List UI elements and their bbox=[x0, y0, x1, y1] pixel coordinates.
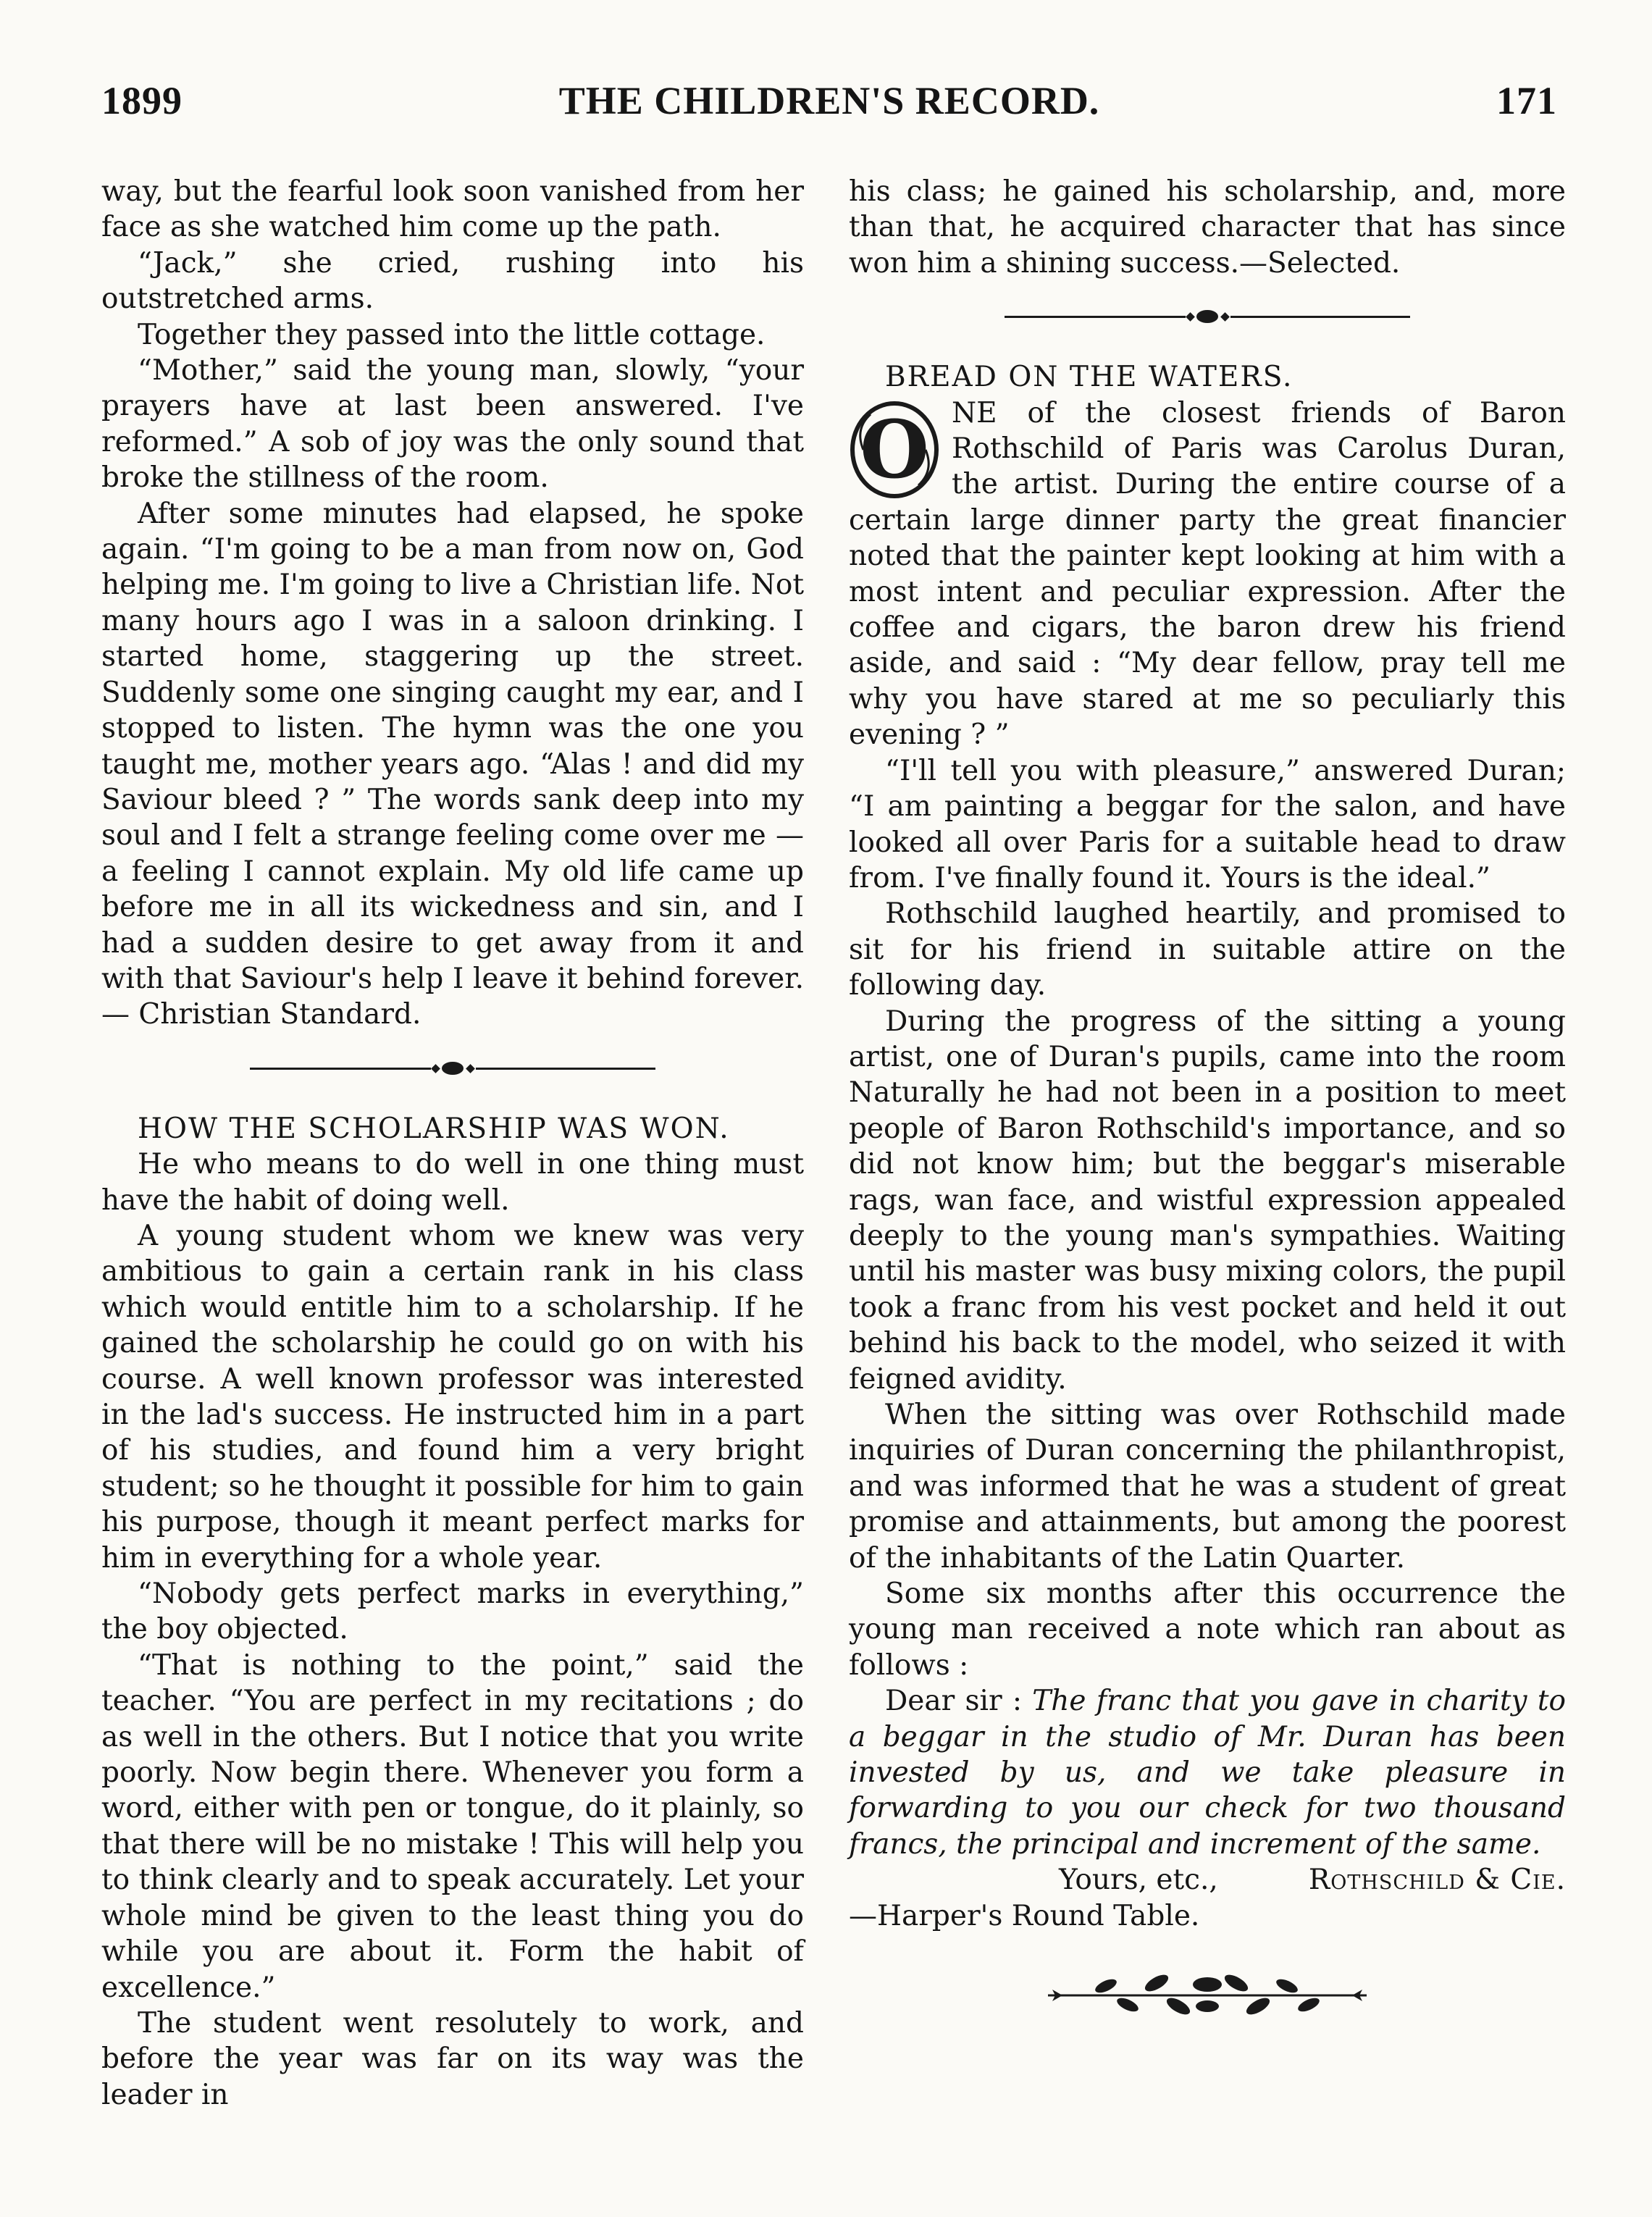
article-paragraph: Rothschild laughed heartily, and promised to sit for his friend in suitable attire on the following day. bbox=[849, 897, 1566, 1002]
letter-signature: Rothschild & Cie. bbox=[1308, 1864, 1566, 1897]
article-paragraph: his class; he gained his scholarship, and, more than that, he acquired character that has since won him a shining success.—Selected. bbox=[849, 175, 1566, 280]
article-paragraph: NE of the closest friends of Baron Rothschild of Paris was Carolus Duran, the artist. During the entire course of a certain large dinner party the great financier noted that the painter kept looking at him with a most intent and peculiar expression. After the coffee and cigars, the baron drew his friend aside, and said : “My dear fellow, pray tell me why you have stared at me so peculiarly this evening ? ” bbox=[849, 396, 1566, 752]
story-paragraph: way, but the fearful look soon vanished from her face as she watched him come up the path. bbox=[101, 175, 804, 244]
article-paragraph: Some six months after this occurrence the young man received a note which ran about as follows : bbox=[849, 1577, 1566, 1682]
article-paragraph: He who means to do well in one thing must have the habit of doing well. bbox=[101, 1148, 804, 1217]
article-paragraph: When the sitting was over Rothschild made inquiries of Duran concerning the philanthropist, and was informed that he was a student of great promise and attainments, but among the poorest of the inhabitants of the Latin Quarter. bbox=[849, 1399, 1566, 1575]
article-paragraph: The student went resolutely to work, and before the year was far on its way was the leader in bbox=[101, 2006, 804, 2111]
article-paragraph: “I'll tell you with pleasure,” answered Duran; “I am painting a beggar for the salon, and have looked all over Paris for a suitable head to draw from. I've finally found it. Yours is the ideal.” bbox=[849, 754, 1566, 894]
story-paragraph: Together they passed into the little cottage. bbox=[138, 318, 766, 351]
drop-cap-letter: O bbox=[860, 402, 929, 496]
header-year: 1899 bbox=[101, 79, 183, 122]
story-paragraph: “Mother,” said the young man, slowly, “your prayers have at last been answered. I've reformed.” A sob of joy was the only sound that broke the stillness of the room. bbox=[101, 354, 804, 495]
letter-salutation: Dear sir : bbox=[885, 1685, 1033, 1718]
article-heading: BREAD ON THE WATERS. bbox=[885, 361, 1293, 394]
opening-paragraph bbox=[849, 395, 1566, 753]
letter-closing: Yours, etc., bbox=[1059, 1864, 1218, 1897]
article-paragraph: During the progress of the sitting a young artist, one of Duran's pupils, came into the room Naturally he had not been in a position to meet people of Baron Rothschild's importance, and so did not know him; but the beggar's miserable rags, wan face, and wistful expression appealed deeply to the young man's sympathies. Waiting until his master was busy mixing colors, the pupil took a franc from his vest pocket and held it out behind his back to the model, who seized it with feigned avidity. bbox=[849, 1005, 1566, 1396]
article-paragraph: “That is nothing to the point,” said the teacher. “You are perfect in my recitations ; do as well in the others. But I notice that you write poorly. Now begin there. Whenever you form a word, either with pen or tongue, do it plainly, so that there will be no mistake ! This will help you to think clearly and to speak accurately. Let your whole mind be given to the least thing you do while you are about it. Form the habit of excellence.” bbox=[101, 1648, 804, 2004]
section-divider bbox=[250, 1057, 655, 1079]
article-heading: HOW THE SCHOLARSHIP WAS WON. bbox=[138, 1112, 730, 1145]
running-header bbox=[101, 78, 1557, 143]
letter-signature-line bbox=[849, 1862, 1566, 1898]
letter-body: The franc that you gave in charity to a beggar in the studio of Mr. Duran has been invested by us, and we take pleasure in forwarding to you our check for two thousand francs, the principal and increment of the same. bbox=[849, 1685, 1566, 1861]
section-divider bbox=[1005, 306, 1410, 327]
article-paragraph: A young student whom we knew was very ambitious to gain a certain rank in his class which would entitle him to a scholarship. If he gained the scholarship he could go on with his course. A well known professor was interested in the lad's success. He instructed him in a part of his studies, and found him a very bright student; so he thought it possible for him to gain his purpose, though it meant perfect marks for him in everything for a whole year. bbox=[101, 1219, 804, 1575]
floral-tailpiece-ornament bbox=[1041, 1963, 1374, 2028]
story-paragraph: “Jack,” she cried, rushing into his outstretched arms. bbox=[101, 246, 804, 316]
left-column bbox=[101, 174, 804, 2113]
right-column bbox=[849, 174, 1566, 2028]
article-paragraph: “Nobody gets perfect marks in everything,” the boy objected. bbox=[101, 1577, 804, 1646]
page-number: 171 bbox=[1496, 79, 1557, 122]
drop-cap-ornament bbox=[849, 400, 940, 500]
letter-text bbox=[849, 1683, 1566, 1862]
story-paragraph: After some minutes had elapsed, he spoke again. “I'm going to be a man from now on, God helping me. I'm going to live a Christian life. Not many hours ago I was in a saloon drinking. I started home, staggering up the street. Suddenly some one singing caught my ear, and I stopped to listen. The hymn was the one you taught me, mother years ago. “Alas ! and did my Saviour bleed ? ” The words sank deep into my soul and I felt a strange feeling come over me —a feeling I cannot explain. My old life came up before me in all its wickedness and sin, and I had a sudden desire to get away from it and with that Saviour's help I leave it behind forever.— Christian Standard. bbox=[101, 497, 804, 1031]
article-source: —Harper's Round Table. bbox=[849, 1899, 1200, 1932]
header-title: THE CHILDREN'S RECORD. bbox=[558, 79, 1100, 122]
